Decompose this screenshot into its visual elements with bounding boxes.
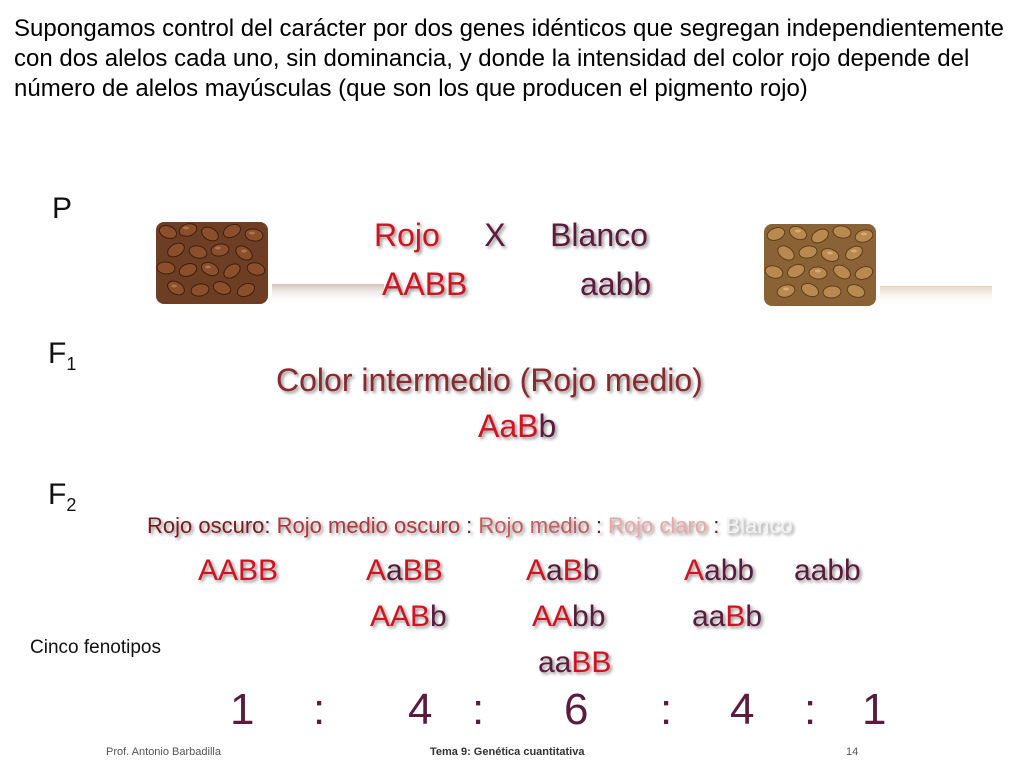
g-c2-c: b	[745, 600, 763, 633]
f2-pheno-medio: Rojo medio	[472, 513, 596, 538]
light-wheat-image	[764, 224, 992, 311]
label-f2-sub: 2	[66, 495, 77, 515]
f2-sep-2: :	[466, 513, 473, 538]
g-c2-b: B	[725, 600, 746, 633]
g-c2-a: aa	[692, 600, 726, 633]
g-m1-b: a	[546, 554, 563, 587]
cinco-fenotipos-label: Cinco fenotipos	[30, 637, 161, 658]
g-mo2-b: b	[430, 600, 447, 633]
f2-pheno-medio-oscuro: Rojo medio oscuro	[270, 513, 467, 538]
ratio-4a: 4	[408, 685, 433, 734]
footer-page-number: 14	[846, 746, 859, 758]
f2-geno-oscuro: AABB	[198, 554, 279, 587]
cross-phenotypes	[374, 217, 648, 254]
genotype-aabb-lower: aabb	[580, 266, 652, 302]
g-m2-b: bb	[572, 600, 606, 633]
ratio-1b: 1	[862, 685, 887, 734]
f2-pheno-claro: Rojo claro	[601, 513, 714, 538]
g-mo1-b: a	[386, 554, 403, 587]
f2-sep-3: :	[595, 513, 602, 538]
f2-geno-medio-1	[526, 554, 599, 588]
label-f1	[48, 337, 76, 375]
g-m1-d: b	[582, 554, 600, 587]
f1-geno-part1: Aa	[478, 408, 518, 444]
f2-pheno-blanco: Blanco	[719, 513, 793, 538]
f2-geno-claro-2	[692, 600, 762, 634]
g-m1-c: B	[562, 554, 583, 587]
f2-geno-blanco: aabb	[794, 554, 861, 587]
ratio-6: 6	[564, 685, 589, 734]
phenotype-blanco: Blanco	[550, 217, 648, 253]
cross-genotype-blanco	[580, 266, 651, 303]
g-m1-a: A	[526, 554, 547, 587]
footer-author: Prof. Antonio Barbadilla	[106, 746, 221, 758]
light-wheat-grains	[764, 224, 876, 306]
f2-geno-medio-oscuro-1	[366, 554, 443, 588]
dark-wheat-reflection	[272, 284, 384, 304]
ratio-4b: 4	[730, 685, 755, 734]
g-m3-a: aa	[538, 646, 572, 679]
label-f2	[48, 478, 76, 516]
f2-geno-claro-1	[684, 554, 754, 588]
genotype-aabb-upper: AABB	[382, 266, 468, 302]
f2-geno-medio-2	[532, 600, 605, 634]
label-f2-letter: F	[48, 478, 67, 511]
g-m2-a: AA	[532, 600, 573, 633]
cross-symbol: X	[484, 217, 506, 253]
g-mo1-a: A	[366, 554, 387, 587]
f2-sep-1: :	[264, 513, 271, 538]
dark-red-wheat-grains	[156, 222, 268, 304]
g-m3-b: BB	[571, 646, 612, 679]
f1-geno-part3: b	[538, 408, 557, 444]
f2-sep-4: :	[713, 513, 720, 538]
g-c1-a: A	[684, 554, 705, 587]
intro-text: Supongamos control del carácter por dos genes idénticos que segregan independientemente con dos alelos cada uno, sin dominancia, y donde la intensidad del color rojo depende del número de alelos mayúsculas (que son los que producen el pigmento rojo)	[14, 15, 1004, 102]
label-p: P	[52, 192, 73, 225]
light-wheat-reflection	[880, 286, 992, 306]
footer-topic: Tema 9: Genética cuantitativa	[430, 746, 585, 758]
f2-pheno-oscuro: Rojo oscuro	[147, 513, 265, 538]
ratio-sep-3: :	[660, 685, 673, 734]
f1-geno-part2: B	[517, 408, 539, 444]
dark-red-wheat-image	[156, 222, 384, 309]
g-c1-b: abb	[704, 554, 755, 587]
f2-phenotypes	[147, 513, 793, 539]
f2-geno-medio-oscuro-2	[370, 600, 447, 634]
ratio-sep-4: :	[804, 685, 817, 734]
f1-genotype	[478, 408, 556, 445]
f1-phenotype: Color intermedio (Rojo medio)	[276, 362, 703, 398]
label-f1-letter: F	[48, 337, 67, 370]
phenotype-rojo: Rojo	[374, 217, 440, 253]
ratio-1a: 1	[230, 685, 255, 734]
ratio-sep-1: :	[313, 685, 326, 734]
g-mo1-c: BB	[402, 554, 443, 587]
f2-geno-medio-3	[538, 646, 611, 680]
ratio-sep-2: :	[472, 685, 485, 734]
label-f1-sub: 1	[66, 354, 77, 374]
g-mo2-a: AAB	[370, 600, 431, 633]
cross-genotype-rojo	[382, 266, 467, 303]
